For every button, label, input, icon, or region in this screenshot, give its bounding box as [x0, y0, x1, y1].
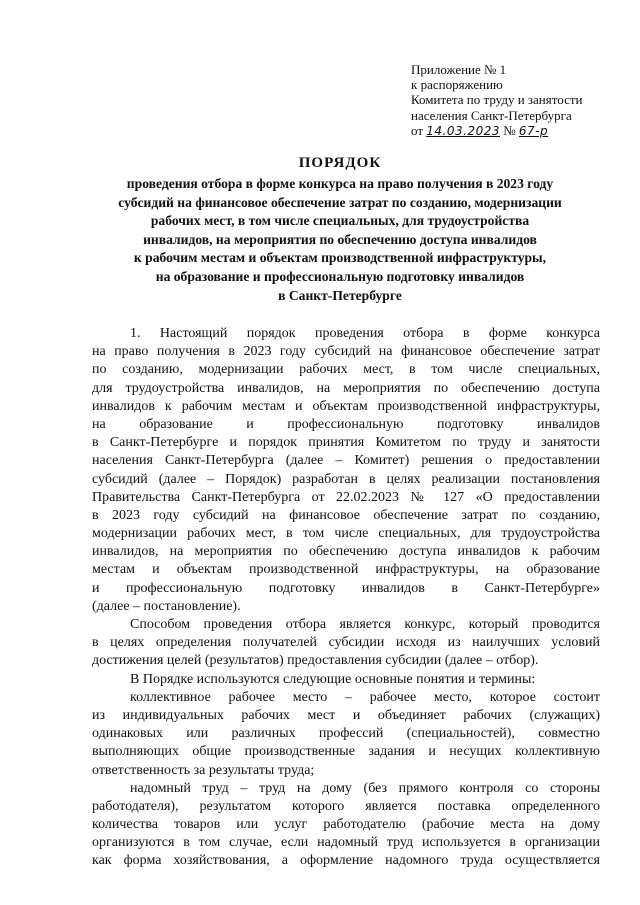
- body-line: для трудоустройства инвалидов, на мероприятия по обеспечению доступа: [92, 380, 600, 396]
- appendix-line: Комитета по труду и занятости: [411, 92, 583, 108]
- document-title: [60, 153, 620, 305]
- body-line: населения Санкт-Петербурга (далее – Комитет) решения о предоставлении: [92, 453, 600, 469]
- title-line: рабочих мест, в том числе специальных, для трудоустройства: [150, 213, 530, 229]
- body-line: на образование и профессиональную подготовку инвалидов: [92, 416, 600, 432]
- body-line: количества товаров или услуг работодателю (рабочие места на дому: [92, 817, 600, 833]
- body-line: организуются в том случае, если надомный труд используется в организации: [92, 835, 600, 851]
- body-line: инвалидов к рабочим местам и объектам производственной инфраструктуры,: [92, 398, 600, 414]
- appendix-line: населения Санкт-Петербурга: [411, 107, 572, 123]
- body-line: В Порядке используются следующие основные понятия и термины:: [130, 671, 536, 687]
- body-line: и профессиональную подготовку инвалидов в Санкт-Петербурге»: [92, 580, 600, 596]
- date-value: 14.03.2023: [426, 123, 500, 138]
- body-line: субсидий (далее – Порядок) разработан в целях реализации постановления: [92, 471, 600, 487]
- body-line: достижения целей (результатов) предоставления субсидии (далее – отбор).: [92, 653, 539, 669]
- body-line: коллективное рабочее место – рабочее место, которое состоит: [130, 689, 600, 705]
- appendix-line: к распоряжению: [411, 77, 503, 93]
- body-line: в Санкт-Петербурге и порядок принятия Комитетом по труду и занятости: [92, 435, 600, 451]
- title-main: ПОРЯДОК: [298, 155, 382, 171]
- body-line: 1. Настоящий порядок проведения отбора в форме конкурса: [130, 326, 600, 341]
- body-line: из индивидуальных рабочих мест и объединяет рабочих (служащих): [92, 707, 600, 723]
- body-line: как форма хозяйствования, а оформление надомного труда осуществляется: [92, 853, 600, 869]
- appendix-line: Приложение № 1: [411, 62, 507, 77]
- body-line: инвалидов, на мероприятия по обеспечению доступа инвалидов к рабочим: [92, 544, 600, 560]
- title-line: на образование и профессиональную подготовку инвалидов: [155, 268, 525, 284]
- appendix-date-line: [411, 123, 611, 139]
- appendix-header: [411, 62, 611, 139]
- body-line: по созданию, модернизации рабочих мест, в том числе специальных,: [92, 362, 600, 378]
- body-line: одинаковых или различных профессий (специальностей), совместно: [92, 726, 600, 742]
- body-line: на право получения в 2023 году субсидий на финансовое обеспечение затрат: [92, 344, 600, 360]
- title-line: проведения отбора в форме конкурса на право получения в 2023 году: [126, 176, 554, 191]
- body-line: Правительства Санкт-Петербурга от 22.02.2023 № 127 «О предоставлении: [92, 489, 600, 505]
- date-prefix: от: [411, 122, 424, 138]
- body-line: в 2023 году субсидий на финансовое обеспечение затрат по созданию,: [92, 507, 600, 523]
- number-prefix: №: [503, 122, 516, 138]
- body-line: выполняющих общие производственные задания и несущих коллективную: [92, 744, 600, 760]
- body-line: в целях определения получателей субсидии исходя из наилучших условий: [92, 635, 600, 651]
- title-line: к рабочим местам и объектам производственной инфраструктуры,: [133, 250, 547, 266]
- body-line: Способом проведения отбора является конкурс, который проводится: [130, 617, 600, 632]
- document-body: [92, 325, 600, 871]
- body-line: работодателя), результатом которого является поставка определенного: [92, 798, 600, 814]
- body-line: (далее – постановление).: [92, 598, 241, 614]
- title-line: субсидий на финансовое обеспечение затрат по созданию, модернизации: [118, 194, 562, 210]
- number-value: 67-р: [518, 123, 549, 138]
- body-line: модернизации рабочих мест, в том числе специальных, для трудоустройства: [92, 526, 600, 542]
- body-line: ответственность за результаты труда;: [92, 762, 315, 778]
- title-line: инвалидов, на мероприятия по обеспечению доступа инвалидов: [143, 231, 537, 247]
- body-line: надомный труд – труд на дому (без прямого контроля со стороны: [130, 780, 600, 796]
- body-line: местам и объектам производственной инфраструктуры, на образование: [92, 562, 600, 578]
- title-line: в Санкт-Петербурге: [278, 287, 402, 303]
